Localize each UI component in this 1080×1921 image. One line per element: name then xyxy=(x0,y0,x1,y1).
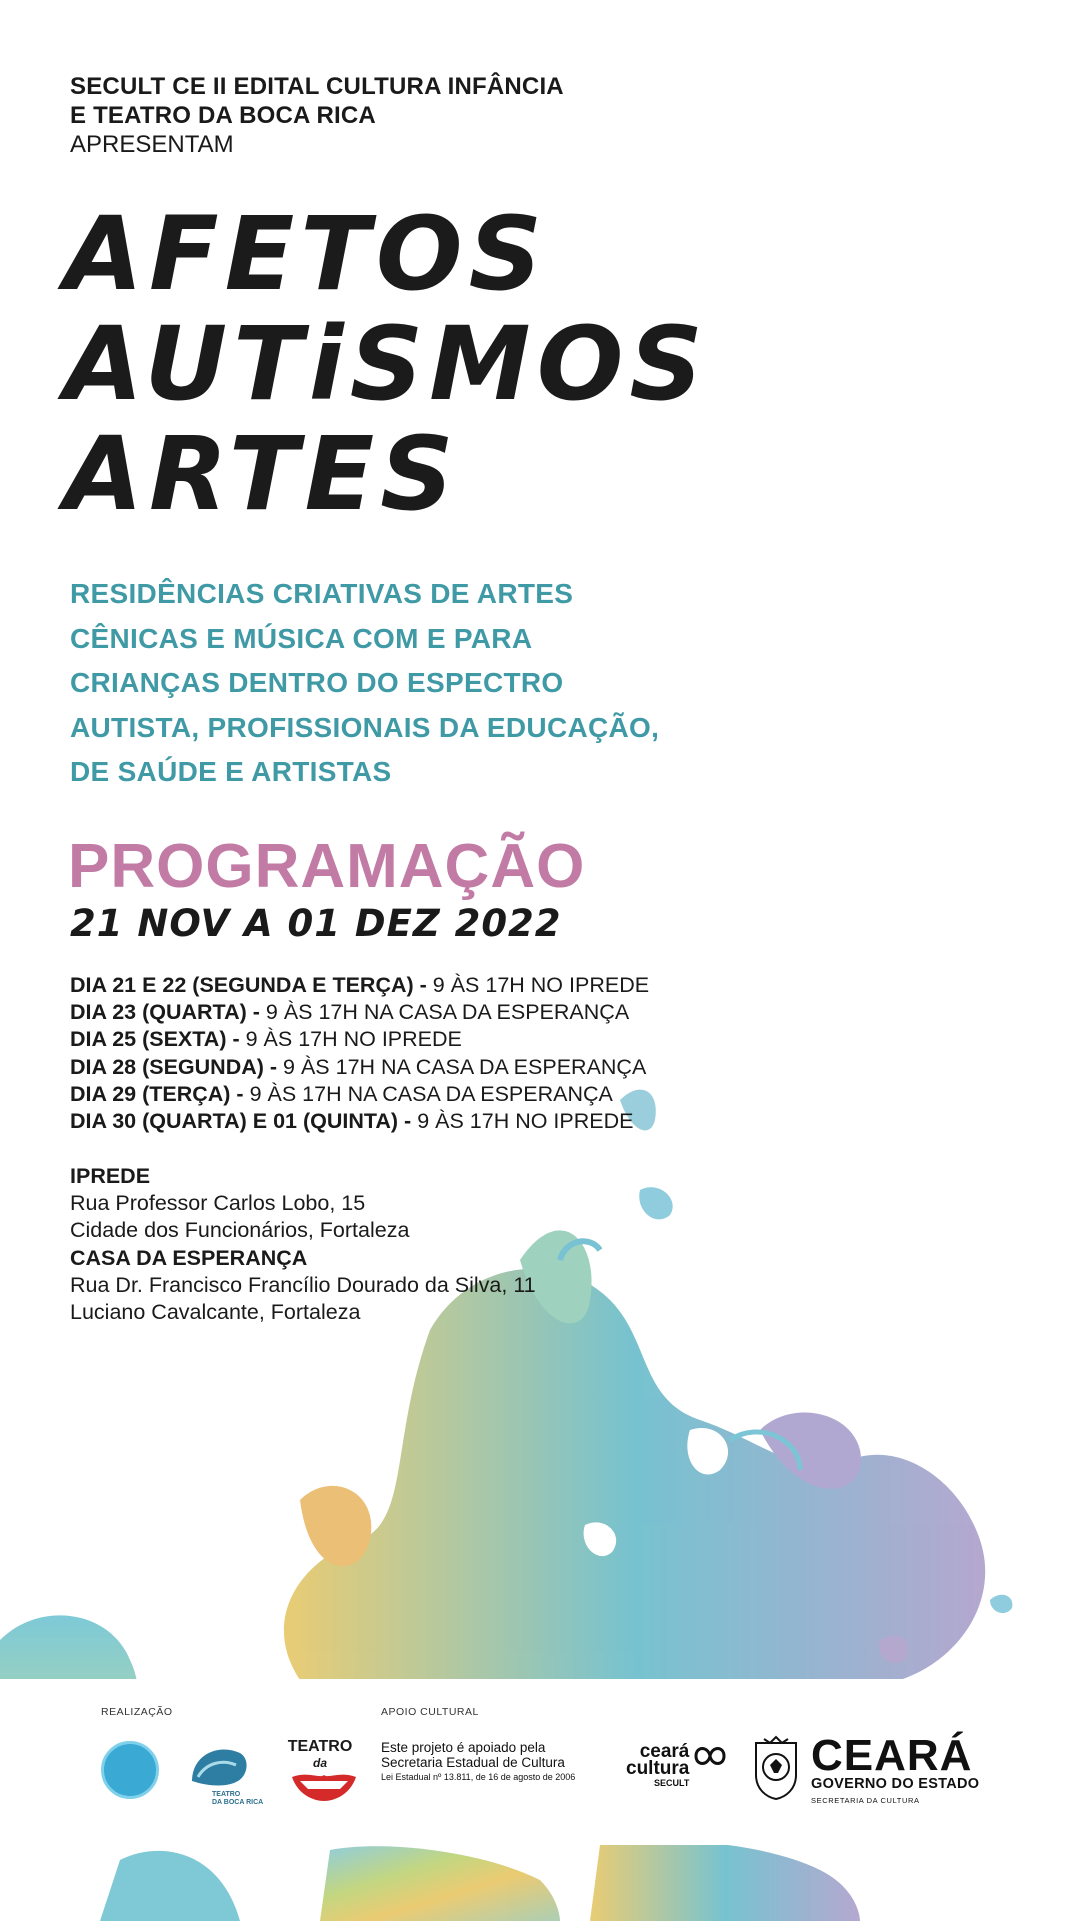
venues-list xyxy=(70,1163,536,1326)
ceara-name: CEARÁ xyxy=(811,1731,973,1780)
ceara-cultura-logo xyxy=(626,1743,689,1789)
venue-address: Luciano Cavalcante, Fortaleza xyxy=(70,1300,361,1325)
schedule-row xyxy=(70,1054,649,1081)
subtitle-line: RESIDÊNCIAS CRIATIVAS DE ARTES xyxy=(70,578,574,609)
schedule-day: DIA 25 (SEXTA) - xyxy=(70,1027,240,1052)
subtitle-line: CÊNICAS E MÚSICA COM E PARA xyxy=(70,622,533,654)
tdbr-label-line-1: TEATRO xyxy=(212,1791,241,1798)
subtitle-line: DE SAÚDE E ARTISTAS xyxy=(70,756,392,787)
schedule-row xyxy=(70,1108,649,1135)
teatro-logo-text xyxy=(283,1739,357,1771)
main-title xyxy=(64,195,709,534)
schedule-day: DIA 29 (TERÇA) - xyxy=(70,1081,244,1106)
subtitle-line: AUTISTA, PROFISSIONAIS DA EDUCAÇÃO, xyxy=(70,711,660,743)
presenter-line-1: SECULT CE II EDITAL CULTURA INFÂNCIA xyxy=(70,73,564,100)
presenter-block xyxy=(70,72,564,159)
support-line-2: Secretaria Estadual de Cultura xyxy=(381,1755,565,1770)
schedule-row xyxy=(70,999,649,1026)
programacao-heading: PROGRAMAÇÃO xyxy=(68,832,586,901)
venue-name: IPREDE xyxy=(70,1164,151,1188)
schedule-day: DIA 28 (SEGUNDA) - xyxy=(70,1054,278,1079)
tdbr-label xyxy=(212,1791,263,1807)
programacao-dates: 21 NOV A 01 DEZ 2022 xyxy=(70,902,562,945)
sponsor-footer xyxy=(0,1679,1080,1845)
venue-address: Rua Professor Carlos Lobo, 15 xyxy=(70,1191,366,1216)
schedule-detail: 9 ÀS 17H NA CASA DA ESPERANÇA xyxy=(259,1000,630,1025)
schedule-detail: 9 ÀS 17H NA CASA DA ESPERANÇA xyxy=(277,1054,647,1079)
title-line-1: AFETOS xyxy=(64,195,549,314)
schedule-row xyxy=(70,1081,649,1108)
tdbr-label-line-2: DA BOCA RICA xyxy=(212,1799,264,1806)
support-text xyxy=(381,1740,575,1785)
schedule-row xyxy=(70,1026,649,1053)
venue-address: Rua Dr. Francisco Francílio Dourado da Silva, 11 xyxy=(70,1272,536,1297)
schedule-row xyxy=(70,972,649,999)
schedule-detail: 9 ÀS 17H NO IPREDE xyxy=(411,1109,634,1134)
schedule-day: DIA 30 (QUARTA) E 01 (QUINTA) - xyxy=(70,1109,412,1134)
secretaria-da-cultura: SECRETARIA DA CULTURA xyxy=(811,1796,920,1805)
schedule-detail: 9 ÀS 17H NO IPREDE xyxy=(426,973,650,997)
cc-line-2: cultura xyxy=(626,1758,690,1779)
infinity-knot-icon xyxy=(692,1741,728,1771)
circle-partner-logo xyxy=(101,1741,159,1799)
schedule-detail: 9 ÀS 17H NO IPREDE xyxy=(239,1027,462,1052)
schedule-day: DIA 23 (QUARTA) - xyxy=(70,1000,260,1025)
title-line-3: ARTES xyxy=(64,415,460,534)
cc-line-1: ceará xyxy=(639,1741,690,1762)
schedule-detail: 9 ÀS 17H NA CASA DA ESPERANÇA xyxy=(243,1081,613,1106)
venue-name: CASA DA ESPERANÇA xyxy=(70,1245,308,1270)
cc-line-3: SECULT xyxy=(654,1778,690,1788)
state-coat-of-arms-icon xyxy=(750,1735,802,1801)
schedule-day: DIA 21 E 22 (SEGUNDA E TERÇA) - xyxy=(70,973,427,997)
governo-do-estado: GOVERNO DO ESTADO xyxy=(811,1776,980,1792)
teatro-logo-line-1: TEATRO xyxy=(287,1738,353,1755)
presenter-line-3: APRESENTAM xyxy=(70,131,234,158)
lips-logo-icon xyxy=(290,1769,358,1803)
support-line-1: Este projeto é apoiado pela xyxy=(381,1740,546,1755)
venue-address: Cidade dos Funcionários, Fortaleza xyxy=(70,1218,410,1243)
support-line-3: Lei Estadual nº 13.811, de 16 de agosto de 2006 xyxy=(381,1772,576,1782)
schedule-list xyxy=(70,972,649,1135)
title-line-2: AUTiSMOS xyxy=(64,305,709,424)
presenter-line-2: E TEATRO DA BOCA RICA xyxy=(70,102,376,129)
apoio-cultural-label: APOIO CULTURAL xyxy=(381,1706,479,1718)
realizacao-label: REALIZAÇÃO xyxy=(101,1706,173,1718)
subtitle xyxy=(70,572,750,795)
teatro-logo-line-2: da xyxy=(312,1756,327,1770)
subtitle-line: CRIANÇAS DENTRO DO ESPECTRO xyxy=(70,667,564,698)
